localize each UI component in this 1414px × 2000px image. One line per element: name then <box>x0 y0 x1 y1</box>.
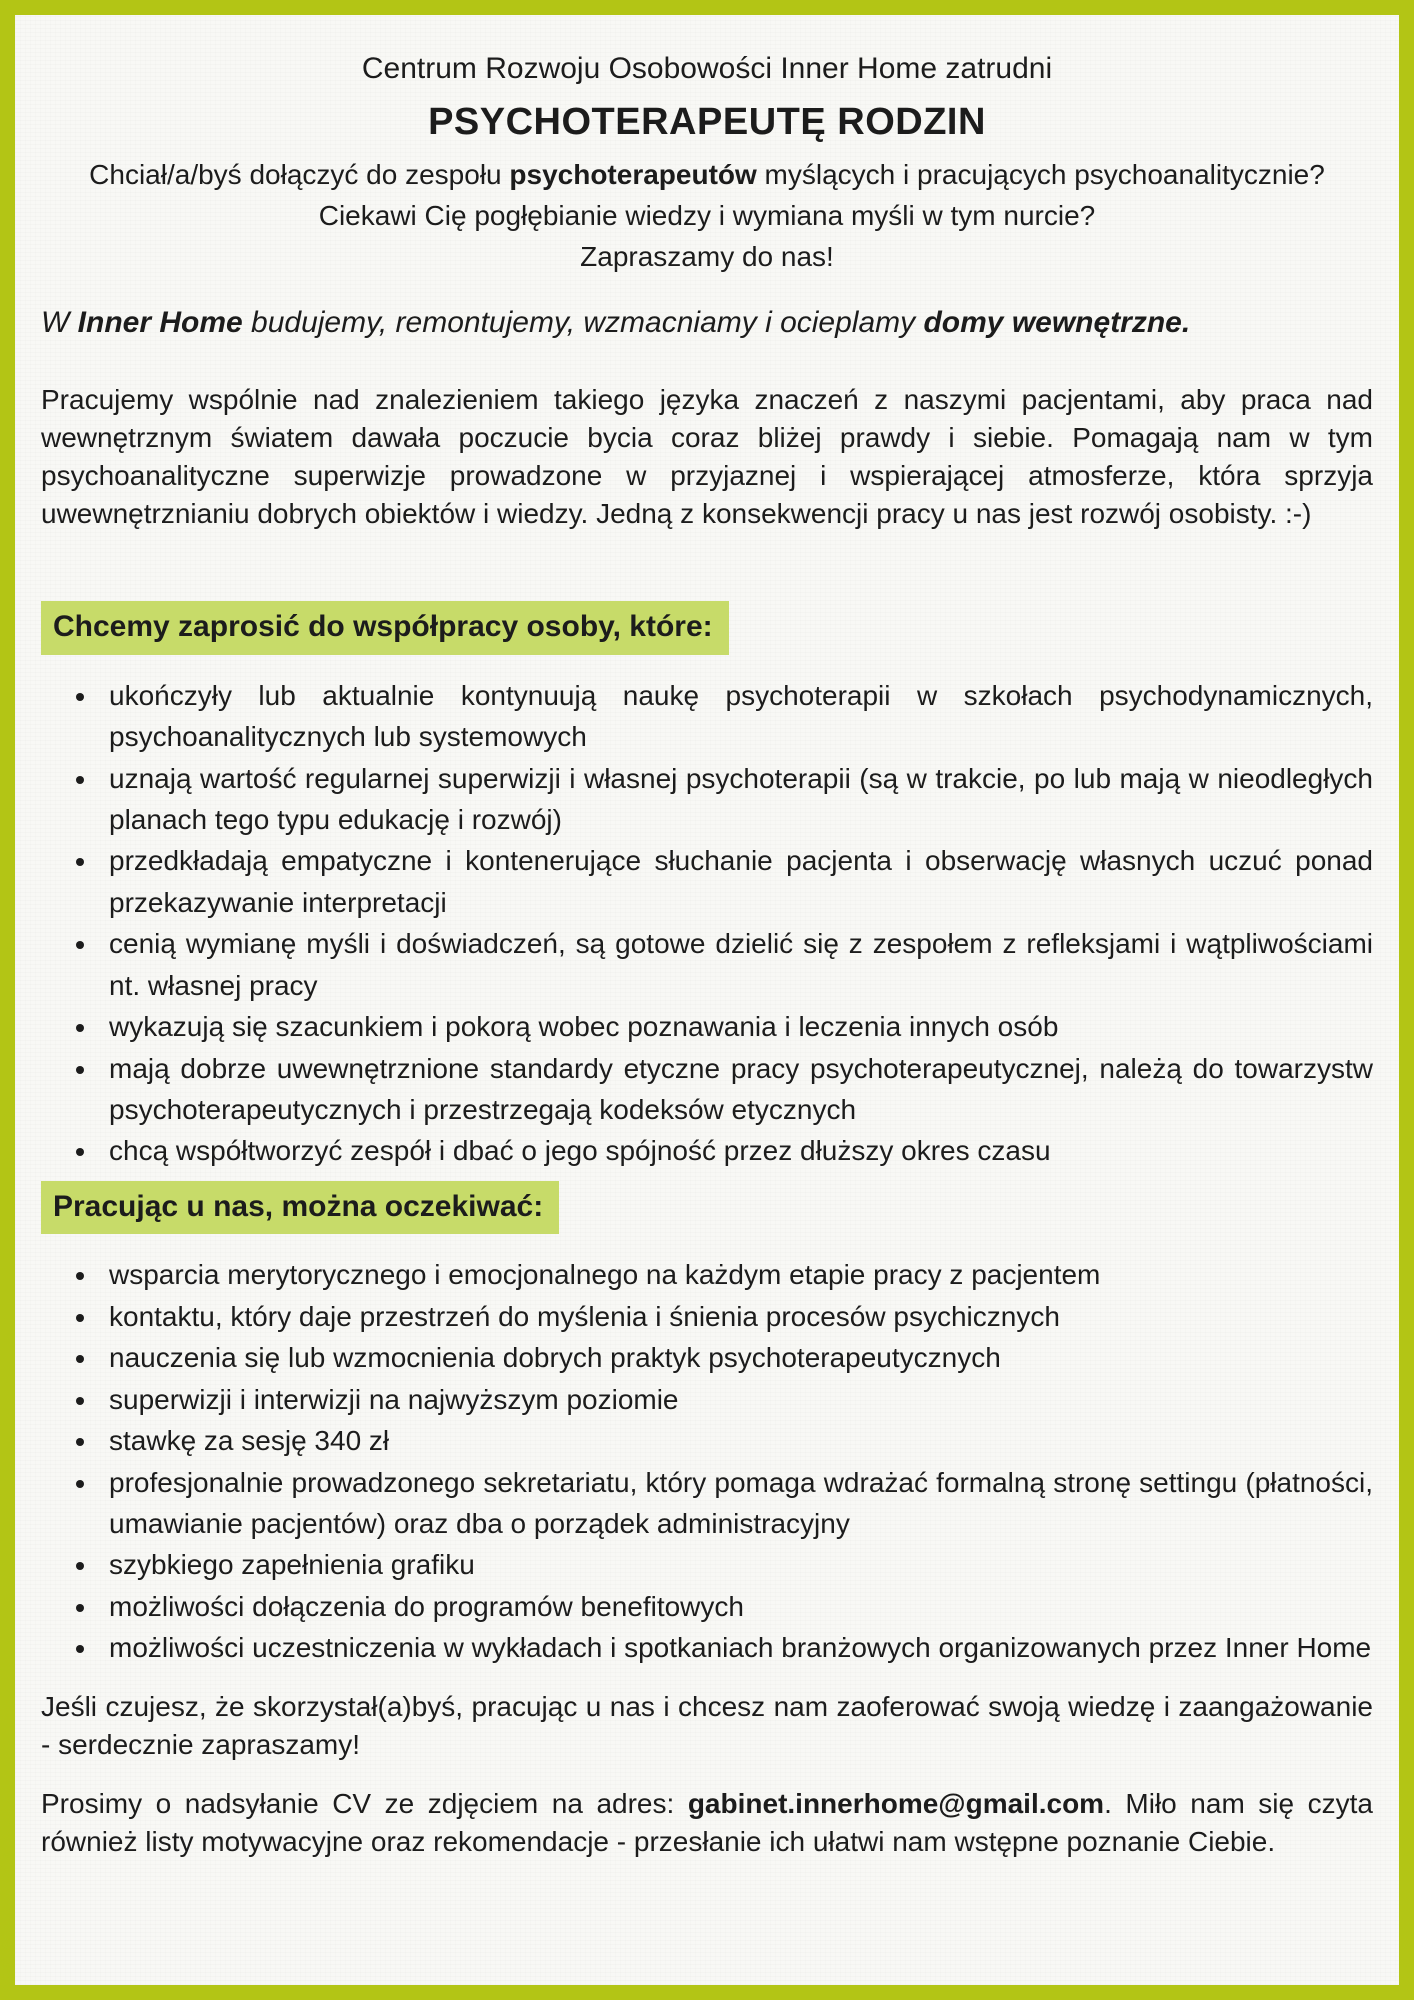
requirement-item: • ukończyły lub aktualnie kontynuują naukę psychoterapii w szkołach psychodynamicznych, psychoanalitycznych lub systemowych <box>99 675 1373 758</box>
benefit-item: • nauczenia się lub wzmocnienia dobrych praktyk psychoterapeutycznych <box>99 1337 1373 1378</box>
section-benefits <box>41 1172 1373 1669</box>
requirement-item: • przedkładają empatyczne i kontenerujące słuchanie pacjenta i obserwację własnych uczuć ponad przekazywanie interpretacji <box>99 840 1373 923</box>
requirement-item: • wykazują się szacunkiem i pokorą wobec poznawania i leczenia innych osób <box>99 1006 1373 1047</box>
flyer-header <box>41 49 1373 276</box>
intro-question-1-bold: psychoterapeutów <box>509 159 757 190</box>
application-instructions-pre: Prosimy o nadsyłanie CV ze zdjęciem na adres: <box>41 1787 688 1819</box>
benefit-item: • profesjonalnie prowadzonego sekretariatu, który pomaga wdrażać formalną stronę settingu (płatności, umawianie pacjentów) oraz dba o porządek administracyjny <box>99 1462 1373 1545</box>
requirement-item: • chcą współtworzyć zespół i dbać o jego spójność przez dłuższy okres czasu <box>99 1130 1373 1171</box>
tagline-pre: W <box>41 305 78 339</box>
benefit-item: • kontaktu, który daje przestrzeń do myślenia i śnienia procesów psychicznych <box>99 1296 1373 1337</box>
job-title: PSYCHOTERAPEUTĘ RODZIN <box>428 101 986 143</box>
employer-line: Centrum Rozwoju Osobowości Inner Home zatrudni <box>361 52 1053 85</box>
application-instructions-post: . Miło nam się czyta również listy motywacyjne oraz rekomendacje - przesłanie ich ułatwi nam wstępne poznanie Ciebie. <box>41 1787 1373 1858</box>
benefit-item: • szybkiego zapełnienia grafiku <box>99 1544 1373 1585</box>
tagline-mid: budujemy, remontujemy, wzmacniamy i ocieplamy <box>242 305 924 339</box>
benefit-item: • możliwości dołączenia do programów benefitowych <box>99 1586 1373 1627</box>
brand-name: Inner Home <box>77 305 243 339</box>
brand-tagline <box>41 303 1373 342</box>
contact-email: gabinet.innerhome@gmail.com <box>687 1787 1105 1819</box>
requirements-list <box>41 675 1373 1172</box>
intro-question-1-post: myślących i pracujących psychoanalitycznie? <box>756 159 1325 190</box>
application-instructions <box>41 1785 1373 1861</box>
requirement-item: • cenią wymianę myśli i doświadczeń, są gotowe dzielić się z zespołem z refleksjami i wątpliwościami nt. własnej pracy <box>99 923 1373 1006</box>
benefit-item: • wsparcia merytorycznego i emocjonalnego na każdym etapie pracy z pacjentem <box>99 1254 1373 1295</box>
requirements-heading <box>41 601 729 655</box>
tagline-bold-end: domy wewnętrzne. <box>923 305 1191 339</box>
benefit-item: • superwizji i interwizji na najwyższym poziomie <box>99 1379 1373 1420</box>
benefits-heading <box>41 1181 559 1235</box>
closing-invitation: Jeśli czujesz, że skorzystał(a)byś, pracując u nas i chcesz nam zaoferować swoją wiedzę i zaangażowanie - serdecznie zapraszamy! <box>41 1690 1373 1760</box>
about-paragraph: Pracujemy wspólnie nad znalezieniem takiego języka znaczeń z naszymi pacjentami, aby praca nad wewnętrznym światem dawała poczucie bycia coraz bliżej prawdy i siebie. Pomagają nam w tym psychoanalityczne superwizje prowadzone w przyjaznej i wspierającej atmosferze, która sprzyja uwewnętrznianiu dobrych obiektów i wiedzy. Jedną z konsekwencji pracy u nas jest rozwój osobisty. :-) <box>41 383 1373 530</box>
benefit-item: • możliwości uczestniczenia w wykładach i spotkaniach branżowych organizowanych przez Inner Home <box>99 1627 1373 1668</box>
requirement-item: • mają dobrze uwewnętrznione standardy etyczne pracy psychoterapeutycznej, należą do towarzystw psychoterapeutycznych i przestrzegają kodeksów etycznych <box>99 1048 1373 1131</box>
intro-question-2: Ciekawi Cię pogłębianie wiedzy i wymiana myśli w tym nurcie? <box>318 199 1096 231</box>
requirement-item: • uznają wartość regularnej superwizji i własnej psychoterapii (są w trakcie, po lub mają w nieodległych planach tego typu edukację i rozwój) <box>99 758 1373 841</box>
benefits-heading-label: Pracując u nas, można oczekiwać: <box>53 1189 544 1223</box>
benefits-list <box>41 1254 1373 1668</box>
intro-invitation: Zapraszamy do nas! <box>580 240 834 272</box>
requirements-heading-label: Chcemy zaprosić do współpracy osoby, które: <box>53 610 713 644</box>
intro-question-1-pre: Chciał/a/byś dołączyć do zespołu <box>89 159 510 190</box>
intro-question-1 <box>41 157 1373 194</box>
section-requirements <box>41 533 1373 1172</box>
benefit-item: • stawkę za sesję 340 zł <box>99 1420 1373 1461</box>
